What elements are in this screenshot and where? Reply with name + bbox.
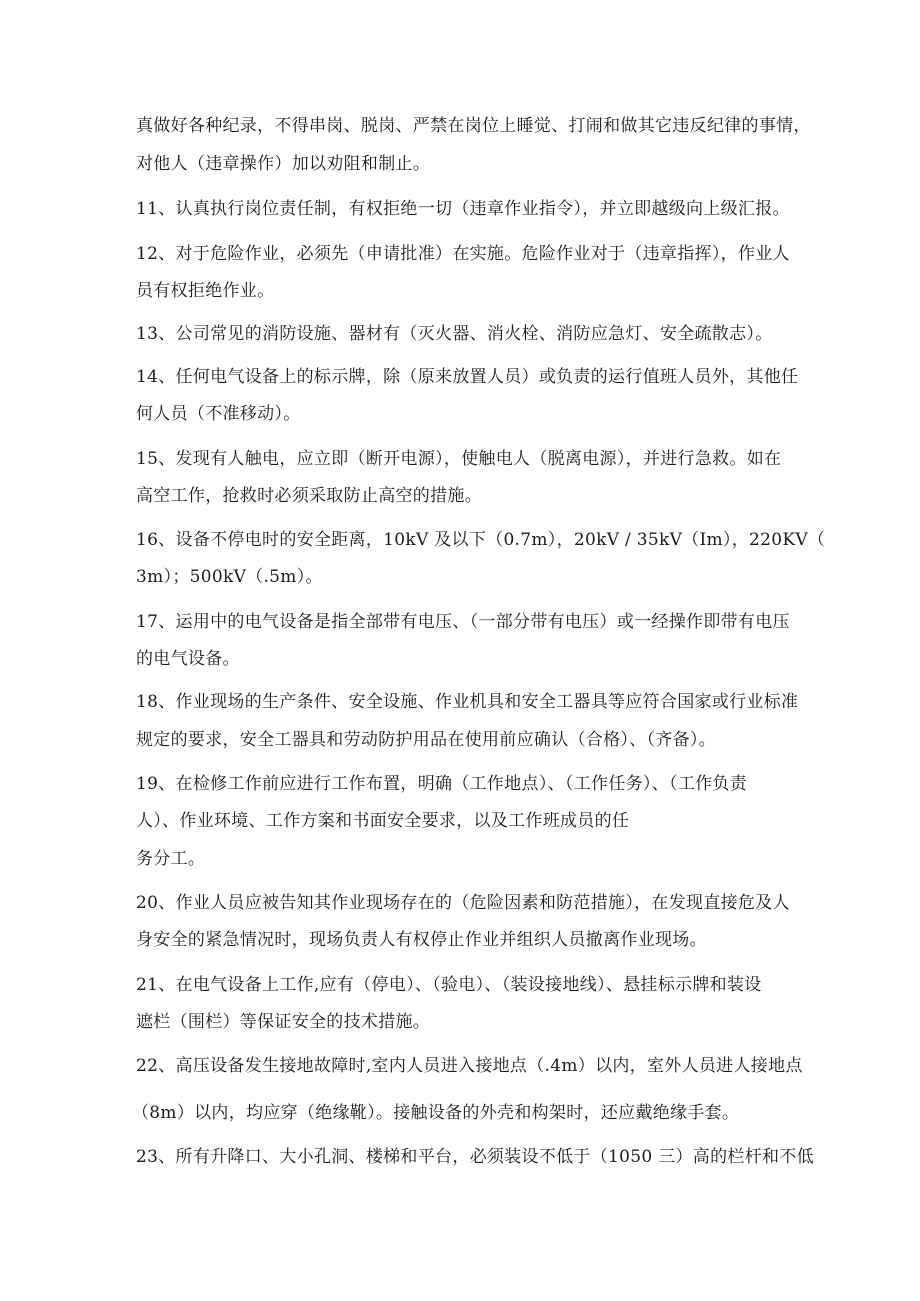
text-line: 19、在检修工作前应进行工作布置，明确（工作地点）、（工作任务）、（工作负责: [136, 774, 748, 794]
text-line: 17、运用中的电气设备是指全部带有电压、（一部分带有电压）或一经操作即带有电压: [136, 612, 790, 632]
text-line: 22、高压设备发生接地故障时,室内人员进入接地点（.4m）以内，室外人员进人接地点: [136, 1056, 803, 1076]
text-line: 何人员（不准移动）。: [136, 404, 301, 424]
text-line: 23、所有升降口、大小孔洞、楼梯和平台，必须装设不低于（1050 三）高的栏杆和不低: [136, 1147, 814, 1167]
text-line: 身安全的紧急情况时，现场负责人有权停止作业并组织人员撤离作业现场。: [136, 930, 707, 950]
text-line: 11、认真执行岗位责任制，有权拒绝一切（违章作业指令），并立即越级向上级汇报。: [136, 199, 790, 219]
text-line: 真做好各种纪录，不得串岗、脱岗、严禁在岗位上睡觉、打闹和做其它违反纪律的事情，: [136, 116, 811, 136]
text-line: 的电气设备。: [136, 649, 240, 669]
text-line: 21、在电气设备上工作,应有（停电）、（验电）、（装设接地线）、悬挂标示牌和装设: [136, 975, 762, 995]
text-line: 16、设备不停电时的安全距离，10kV 及以下（0.7m），20kV / 35kV（Im），220KV（: [136, 530, 826, 550]
text-line: 务分工。: [136, 849, 206, 869]
text-line: 规定的要求，安全工器具和劳动防护用品在使用前应确认（合格）、（齐备）。: [136, 730, 716, 750]
text-line: 18、作业现场的生产条件、安全设施、作业机具和安全工器具等应符合国家或行业标准: [136, 692, 799, 712]
text-line: 20、作业人员应被告知其作业现场存在的（危险因素和防范措施），在发现直接危及人: [136, 893, 790, 913]
text-line: 14、任何电气设备上的标示牌，除（原来放置人员）或负责的运行值班人员外，其他任: [136, 367, 799, 387]
text-line: 15、发现有人触电，应立即（断开电源），使触电人（脱离电源），并进行急救。如在: [136, 449, 782, 469]
text-line: 遮栏（围栏）等保证安全的技术措施。: [136, 1012, 431, 1032]
text-line: 对他人（违章操作）加以劝阻和制止。: [136, 154, 431, 174]
text-line: 13、公司常见的消防设施、器材有（灭火器、消火栓、消防应急灯、安全疏散志）。: [136, 324, 773, 344]
text-line: 高空工作，抢救时必须采取防止高空的措施。: [136, 486, 482, 506]
text-line: 3m）；500kV（.5m）。: [136, 567, 323, 587]
text-line: 员有权拒绝作业。: [136, 281, 275, 301]
text-line: 人）、作业环境、工作方案和书面安全要求，以及工作班成员的任: [136, 811, 630, 831]
text-line: （8m）以内，均应穿（绝缘靴）。接触设备的外壳和构架时，还应戴绝缘手套。: [132, 1103, 740, 1123]
text-line: 12、对于危险作业，必须先（申请批准）在实施。危险作业对于（违章指挥），作业人: [136, 244, 790, 264]
